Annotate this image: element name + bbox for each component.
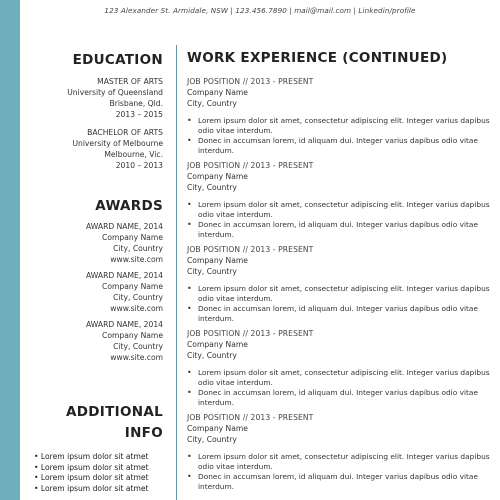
list-item: • Lorem ipsum dolor sit atmet (34, 473, 149, 484)
award-company: Company Name (102, 331, 163, 340)
additional-heading-line-1: ADDITIONAL (66, 404, 163, 420)
job-location: City, Country (187, 267, 237, 276)
award-company: Company Name (102, 282, 163, 291)
years: 2013 – 2015 (115, 110, 163, 119)
column-divider (176, 45, 177, 500)
job-company: Company Name (187, 424, 248, 433)
list-item: • Lorem ipsum dolor sit atmet (34, 463, 149, 474)
award-site: www.site.com (110, 353, 163, 362)
award-name: AWARD NAME, 2014 (86, 271, 163, 280)
accent-stripe (0, 0, 20, 500)
job-bullet: • Lorem ipsum dolor sit amet, consectetur adipiscing elit. Integer varius dapibus odio vitae interdum. (187, 284, 492, 304)
job-entry (187, 328, 492, 408)
award-entry (22, 221, 163, 265)
award-entry (22, 270, 163, 314)
awards-heading: AWARDS (95, 198, 163, 214)
place: Melbourne, Vic. (104, 150, 163, 159)
award-name: AWARD NAME, 2014 (86, 222, 163, 231)
education-heading: EDUCATION (72, 52, 163, 68)
award-site: www.site.com (110, 255, 163, 264)
list-item: • Lorem ipsum dolor sit atmet (34, 484, 149, 495)
job-title: JOB POSITION // 2013 - PRESENT (187, 77, 314, 86)
work-section (187, 50, 492, 496)
job-title: JOB POSITION // 2013 - PRESENT (187, 245, 314, 254)
job-location: City, Country (187, 183, 237, 192)
award-location: City, Country (113, 342, 163, 351)
job-bullet: • Donec in accumsan lorem, id aliquam dui. Integer varius dapibus odio vitae interdum. (187, 304, 492, 324)
job-location: City, Country (187, 351, 237, 360)
school: University of Melbourne (72, 139, 163, 148)
additional-heading (22, 402, 163, 444)
degree: BACHELOR OF ARTS (87, 128, 163, 137)
award-name: AWARD NAME, 2014 (86, 320, 163, 329)
job-bullet: • Donec in accumsan lorem, id aliquam dui. Integer varius dapibus odio vitae interdum. (187, 472, 492, 492)
list-item: • Lorem ipsum dolor sit atmet (34, 452, 149, 463)
job-bullet: • Lorem ipsum dolor sit amet, consectetur adipiscing elit. Integer varius dapibus odio vitae interdum. (187, 368, 492, 388)
education-entry (22, 127, 163, 171)
contact-line: 123 Alexander St. Armidale, NSW | 123.456.7890 | mail@mail.com | Linkedin/profile (104, 6, 416, 15)
job-company: Company Name (187, 256, 248, 265)
years: 2010 – 2013 (115, 161, 163, 170)
award-location: City, Country (113, 293, 163, 302)
job-company: Company Name (187, 172, 248, 181)
job-bullet: • Donec in accumsan lorem, id aliquam dui. Integer varius dapibus odio vitae interdum. (187, 136, 492, 156)
job-bullet: • Lorem ipsum dolor sit amet, consectetur adipiscing elit. Integer varius dapibus odio vitae interdum. (187, 200, 492, 220)
job-title: JOB POSITION // 2013 - PRESENT (187, 161, 314, 170)
additional-info-list (34, 452, 149, 494)
additional-heading-line-2: INFO (124, 425, 163, 441)
job-location: City, Country (187, 435, 237, 444)
job-bullet: • Donec in accumsan lorem, id aliquam dui. Integer varius dapibus odio vitae interdum. (187, 220, 492, 240)
degree: MASTER OF ARTS (97, 77, 163, 86)
job-entry (187, 244, 492, 324)
job-company: Company Name (187, 340, 248, 349)
education-section (22, 52, 163, 171)
award-company: Company Name (102, 233, 163, 242)
place: Brisbane, Qld. (109, 99, 163, 108)
job-bullet: • Lorem ipsum dolor sit amet, consectetur adipiscing elit. Integer varius dapibus odio vitae interdum. (187, 116, 492, 136)
job-bullet: • Lorem ipsum dolor sit amet, consectetur adipiscing elit. Integer varius dapibus odio vitae interdum. (187, 452, 492, 472)
job-entry (187, 412, 492, 492)
job-title: JOB POSITION // 2013 - PRESENT (187, 413, 314, 422)
education-entry (22, 76, 163, 120)
job-entry (187, 160, 492, 240)
award-location: City, Country (113, 244, 163, 253)
work-heading: WORK EXPERIENCE (CONTINUED) (187, 50, 448, 66)
job-title: JOB POSITION // 2013 - PRESENT (187, 329, 314, 338)
job-entry (187, 76, 492, 156)
job-company: Company Name (187, 88, 248, 97)
job-bullet: • Donec in accumsan lorem, id aliquam dui. Integer varius dapibus odio vitae interdum. (187, 388, 492, 408)
award-site: www.site.com (110, 304, 163, 313)
awards-section (22, 198, 163, 363)
job-location: City, Country (187, 99, 237, 108)
award-entry (22, 319, 163, 363)
school: University of Queensland (67, 88, 163, 97)
